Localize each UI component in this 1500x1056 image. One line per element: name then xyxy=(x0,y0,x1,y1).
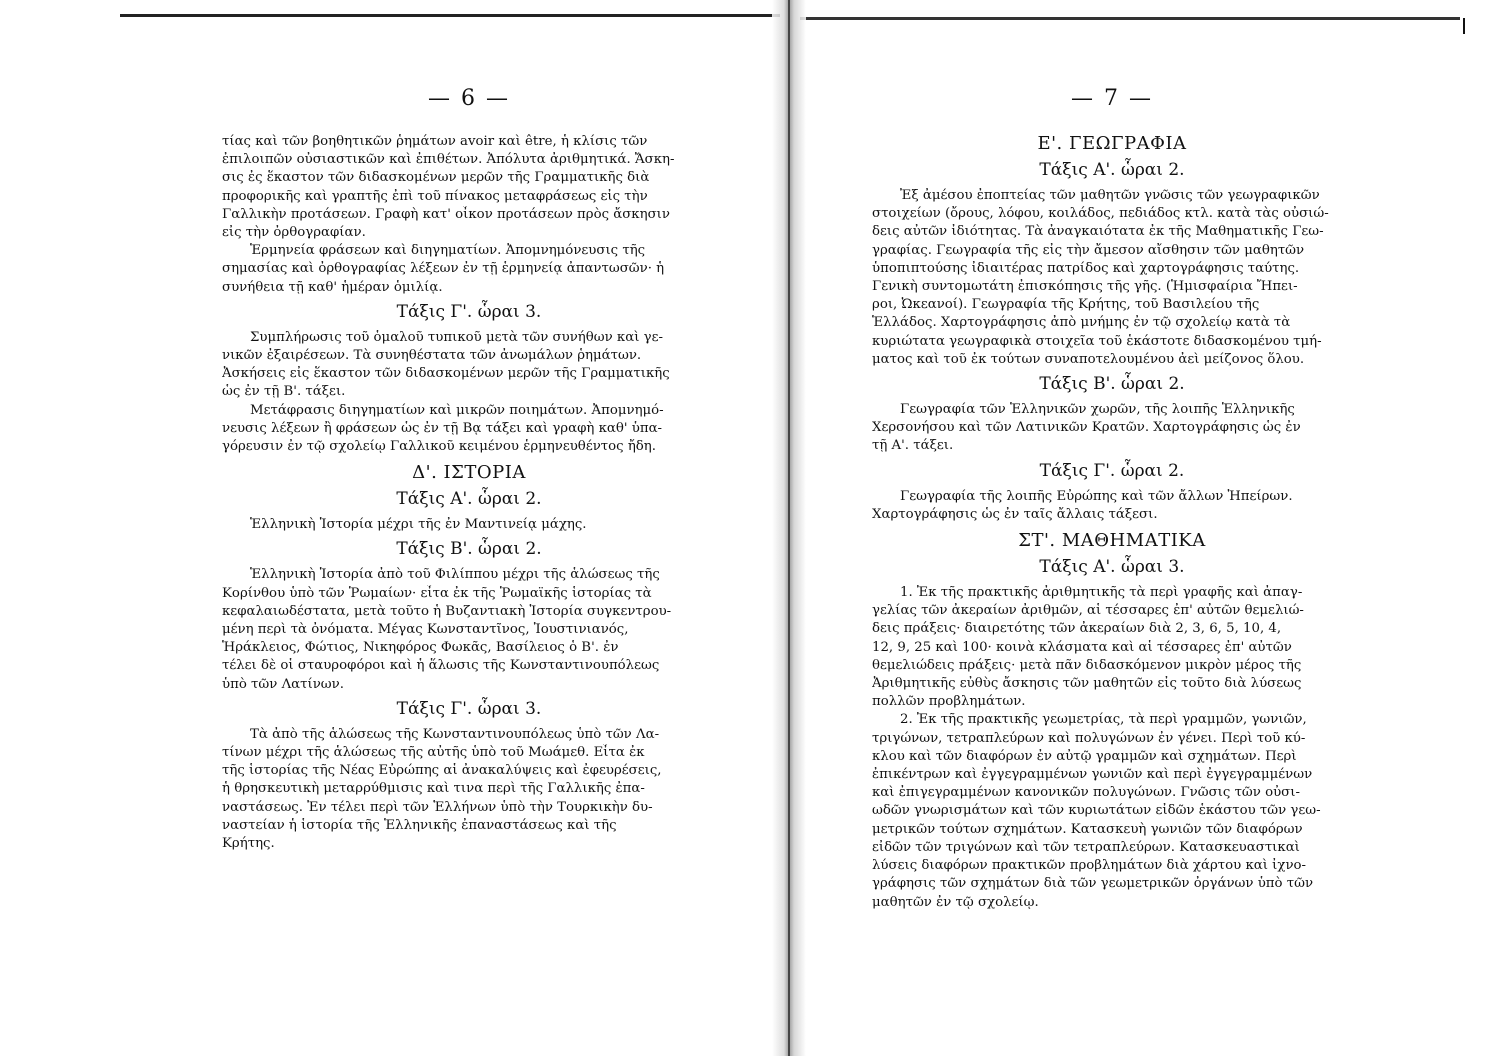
text-line: σις ἐς ἕκαστον τῶν διδασκομένων μερῶν τῆς Γραμματικῆς διὰ xyxy=(222,170,650,186)
text-line: τίνων μέχρι τῆς ἁλώσεως τῆς αὐτῆς ὑπὸ τοῦ Μωάμεθ. Εἶτα ἐκ xyxy=(222,745,645,761)
text-line: 12, 9, 25 καὶ 100· κοινὰ κλάσματα καὶ αἱ τέσσαρες ἐπ' αὐτῶν xyxy=(872,639,1292,655)
text-line: ναστάσεως. Ἐν τέλει περὶ τῶν Ἑλλήνων ὑπὸ τὴν Τουρκικὴν δυ- xyxy=(222,799,653,815)
text-line: στοιχείων (ὄρους, λόφου, κοιλάδος, πεδιάδος κτλ. κατὰ τὰς οὐσιώ- xyxy=(872,206,1329,222)
paragraph xyxy=(222,566,716,693)
text-line: δεις πράξεις· διαιρετότης τῶν ἀκεραίων διὰ 2, 3, 6, 5, 10, 4, xyxy=(872,621,1282,637)
text-line: θεμελιώδεις πράξεις· μετὰ πᾶν διδασκόμενον μικρὸν μέρος τῆς xyxy=(872,657,1302,673)
text-line: Γεωγραφία τῶν Ἑλληνικῶν χωρῶν, τῆς λοιπῆς Ἑλληνικῆς xyxy=(900,402,1295,418)
text-line: γράφησις τῶν σχημάτων διὰ τῶν γεωμετρικῶν ὀργάνων ὑπὸ τῶν xyxy=(872,876,1314,892)
text-line: ναστείαν ἡ ἱστορία τῆς Ἑλληνικῆς ἐπαναστάσεως καὶ τῆς xyxy=(222,817,617,833)
text-line: σημασίας καὶ ὀρθογραφίας λέξεων ἐν τῇ ἑρμηνείᾳ ἀπαντωσῶν· ἡ xyxy=(222,261,665,277)
text-line: τῆς ἱστορίας τῆς Νέας Εὐρώπης αἱ ἀνακαλύψεις καὶ ἐφευρέσεις, xyxy=(222,763,662,779)
text-line: γελίας τῶν ἀκεραίων ἀριθμῶν, αἱ τέσσαρες ἐπ' αὐτῶν θεμελιώ- xyxy=(872,603,1304,619)
text-line: ματος καὶ τοῦ ἐκ τούτων συναποτελουμένου ἀεὶ μείζονος ὅλου. xyxy=(872,351,1305,367)
text-line: Χαρτογράφησις ὡς ἐν ταῖς ἄλλαις τάξεσι. xyxy=(872,506,1158,522)
text-line: κυριώτατα γεωγραφικὰ στοιχεῖα τοῦ ἑκάστοτε διδασκομένου τμή- xyxy=(872,333,1322,349)
section-heading: Δ'. ΙΣΤΟΡΙΑ xyxy=(412,462,526,484)
paragraph xyxy=(222,133,716,242)
text-line: ὡς ἐν τῇ Β'. τάξει. xyxy=(222,384,346,400)
text-line: τέλει δὲ οἱ σταυροφόροι καὶ ἡ ἅλωσις τῆς Κωνσταντινουπόλεως xyxy=(222,658,660,674)
text-line: Γαλλικὴν προτάσεων. Γραφὴ κατ' οἶκον προτάσεων πρὸς ἄσκησιν xyxy=(222,206,670,222)
text-line: δεις αὐτῶν ἰδιότητας. Τὰ ἀναγκαιότατα ἐκ τῆς Μαθηματικῆς Γεω- xyxy=(872,224,1324,240)
text-line: Κρήτης. xyxy=(222,836,275,852)
class-hours-heading: Τάξις Γ'. ὧραι 3. xyxy=(396,301,542,322)
text-line: νικῶν ἐξαιρέσεων. Τὰ συνηθέστατα τῶν ἀνωμάλων ῥημάτων. xyxy=(222,348,642,364)
text-line: μένη περὶ τὰ ὀνόματα. Μέγας Κωνσταντῖνος, Ἰουστινιανός, xyxy=(222,622,629,638)
class-hours-heading: Τάξις Α'. ὧραι 2. xyxy=(1039,160,1185,180)
paragraph xyxy=(872,401,1352,456)
left-page-body xyxy=(222,133,716,853)
corner-mark xyxy=(1463,18,1465,34)
class-hours-heading: Τάξις Α'. ὧραι 3. xyxy=(1039,557,1185,578)
paragraph xyxy=(222,242,716,297)
paragraph xyxy=(872,711,1352,911)
class-hours-heading: Τάξις Α'. ὧραι 2. xyxy=(396,489,542,510)
text-line: Μετάφρασις διηγηματίων καὶ μικρῶν ποιημάτων. Ἀπομνημό- xyxy=(250,402,664,418)
class-hours-heading: Τάξις Β'. ὧραι 2. xyxy=(396,539,542,560)
paragraph xyxy=(222,726,716,853)
text-line: ἡ θρησκευτικὴ μεταρρύθμισις καὶ τινα περὶ τῆς Γαλλικῆς ἐπα- xyxy=(222,781,645,797)
text-line: συνήθεια τῇ καθ' ἡμέραν ὁμιλίᾳ. xyxy=(222,279,443,295)
text-line: μαθητῶν ἐν τῷ σχολείῳ. xyxy=(872,894,1039,910)
text-line: κλου καὶ τῶν διαφόρων ἐν αὐτῷ γραμμῶν καὶ σχημάτων. Περὶ xyxy=(872,748,1297,764)
text-line: Γεωγραφία τῆς λοιπῆς Εὐρώπης καὶ τῶν ἄλλων Ἠπείρων. xyxy=(900,488,1293,504)
paragraph xyxy=(872,488,1352,524)
section-heading: ΣΤ'. ΜΑΘΗΜΑΤΙΚΑ xyxy=(1018,530,1206,552)
paragraph xyxy=(872,187,1352,369)
text-line: καὶ ἐπιγεγραμμένων κανονικῶν πολυγώνων. Γνῶσις τῶν οὐσι- xyxy=(872,785,1300,801)
text-line: ροι, Ὠκεανοί). Γεωγραφία τῆς Κρήτης, τοῦ Βασιλείου τῆς xyxy=(872,297,1260,313)
text-line: Ἡράκλειος, Φώτιος, Νικηφόρος Φωκᾶς, Βασίλειος ὁ Β'. ἐν xyxy=(222,640,619,656)
class-hours-heading: Τάξις Γ'. ὧραι 2. xyxy=(1039,460,1185,481)
class-hours-heading: Τάξις Β'. ὧραι 2. xyxy=(1039,374,1185,395)
class-hours-heading: Τάξις Γ'. ὧραι 3. xyxy=(396,698,542,719)
page-number-left: — 6 — xyxy=(428,86,510,111)
text-line: προφορικῆς καὶ γραπτῆς ἐπὶ τοῦ πίνακος μεταφράσεως εἰς τὴν xyxy=(222,188,648,204)
text-line: εἰς τὴν ὀρθογραφίαν. xyxy=(222,225,366,241)
page-number-right: — 7 — xyxy=(1071,86,1153,111)
text-line: 1. Ἐκ τῆς πρακτικῆς ἀριθμητικῆς τὰ περὶ γραφῆς καὶ ἀπαγ- xyxy=(900,585,1303,601)
left-page xyxy=(222,80,716,853)
gutter-fold-line xyxy=(788,0,790,1056)
section-heading: Ε'. ΓΕΩΓΡΑΦΙΑ xyxy=(1037,133,1187,154)
text-line: Συμπλήρωσις τοῦ ὁμαλοῦ τυπικοῦ μετὰ τῶν συνήθων καὶ γε- xyxy=(250,329,663,345)
text-line: Χερσονήσου καὶ τῶν Λατινικῶν Κρατῶν. Χαρτογράφησις ὡς ἐν xyxy=(872,420,1301,436)
scan-edge-line-right xyxy=(800,17,1460,20)
text-line: ὑπὸ τῶν Λατίνων. xyxy=(222,676,344,692)
right-page xyxy=(872,80,1352,912)
text-line: πολλῶν προβλημάτων. xyxy=(872,694,1026,710)
text-line: κεφαλαιωδέστατα, μετὰ τοῦτο ἡ Βυζαντιακὴ Ἱστορία συγκεντρου- xyxy=(222,603,672,619)
text-line: λύσεις διαφόρων πρακτικῶν προβλημάτων διὰ χάρτου καὶ ἰχνο- xyxy=(872,858,1307,874)
paragraph xyxy=(222,516,716,534)
text-line: εἰδῶν τῶν τριγώνων καὶ τῶν τετραπλεύρων. Κατασκευαστικαὶ xyxy=(872,839,1300,855)
text-line: Κορίνθου ὑπὸ τῶν Ῥωμαίων· εἶτα ἐκ τῆς Ῥωμαϊκῆς ἱστορίας τὰ xyxy=(222,585,652,601)
text-line: Ἑλληνικὴ Ἱστορία ἀπὸ τοῦ Φιλίππου μέχρι τῆς ἁλώσεως τῆς xyxy=(250,567,660,583)
text-line: ὑποπιπτούσης ἰδιαιτέρας πατρίδος καὶ χαρτογράφησις ταύτης. xyxy=(872,260,1300,276)
text-line: τριγώνων, τετραπλεύρων καὶ πολυγώνων ἐν γένει. Περὶ τοῦ κύ- xyxy=(872,730,1306,746)
text-line: ἐπικέντρων καὶ ἐγγεγραμμένων γωνιῶν καὶ περὶ ἐγγεγραμμένων xyxy=(872,767,1313,783)
text-line: τῇ Α'. τάξει. xyxy=(872,438,954,454)
text-line: Ἑλλάδος. Χαρτογράφησις ἀπὸ μνήμης ἐν τῷ σχολείῳ κατὰ τὰ xyxy=(872,315,1291,331)
right-page-body xyxy=(872,133,1352,912)
paragraph xyxy=(222,402,716,457)
text-line: μετρικῶν τούτων σχημάτων. Κατασκευὴ γωνιῶν τῶν διαφόρων xyxy=(872,821,1303,837)
paragraph xyxy=(872,584,1352,711)
text-line: νευσις λέξεων ἢ φράσεων ὡς ἐν τῇ Βᾳ τάξει καὶ γραφὴ καθ' ὑπα- xyxy=(222,420,663,436)
text-line: Ἑλληνικὴ Ἱστορία μέχρι τῆς ἐν Μαντινείᾳ μάχης. xyxy=(250,517,587,533)
paragraph xyxy=(222,329,716,402)
text-line: ἐπιλοιπῶν οὐσιαστικῶν καὶ ἐπιθέτων. Ἀπόλυτα ἀριθμητικά. Ἄσκη- xyxy=(222,152,675,168)
text-line: Γενικὴ συντομωτάτη ἐπισκόπησις τῆς γῆς. (Ἡμισφαίρια Ἤπει- xyxy=(872,279,1298,295)
text-line: Ἀριθμητικῆς εὐθὺς ἄσκησις τῶν μαθητῶν εἰς τοῦτο διὰ λύσεως xyxy=(872,676,1302,692)
scan-edge-line xyxy=(120,14,780,17)
text-line: Ἐξ ἀμέσου ἐποπτείας τῶν μαθητῶν γνῶσις τῶν γεωγραφικῶν xyxy=(900,188,1320,203)
text-line: Ἑρμηνεία φράσεων καὶ διηγηματίων. Ἀπομνημόνευσις τῆς xyxy=(250,243,646,259)
text-line: τίας καὶ τῶν βοηθητικῶν ῥημάτων avoir καὶ être, ἡ κλίσις τῶν xyxy=(222,134,648,149)
text-line: 2. Ἐκ τῆς πρακτικῆς γεωμετρίας, τὰ περὶ γραμμῶν, γωνιῶν, xyxy=(900,712,1307,728)
text-line: ωδῶν γνωρισμάτων καὶ τῶν κυριωτάτων εἰδῶν ἑκάστου τῶν γεω- xyxy=(872,803,1321,819)
text-line: γόρευσιν ἐν τῷ σχολείῳ Γαλλικοῦ κειμένου ἑρμηνευθέντος ἤδη. xyxy=(222,439,656,455)
text-line: Τὰ ἀπὸ τῆς ἁλώσεως τῆς Κωνσταντινουπόλεως ὑπὸ τῶν Λα- xyxy=(250,726,660,742)
text-line: γραφίας. Γεωγραφία τῆς εἰς τὴν ἄμεσον αἴσθησιν τῶν μαθητῶν xyxy=(872,242,1305,258)
text-line: Ἀσκήσεις εἰς ἕκαστον τῶν διδασκομένων μερῶν τῆς Γραμματικῆς xyxy=(222,366,670,382)
